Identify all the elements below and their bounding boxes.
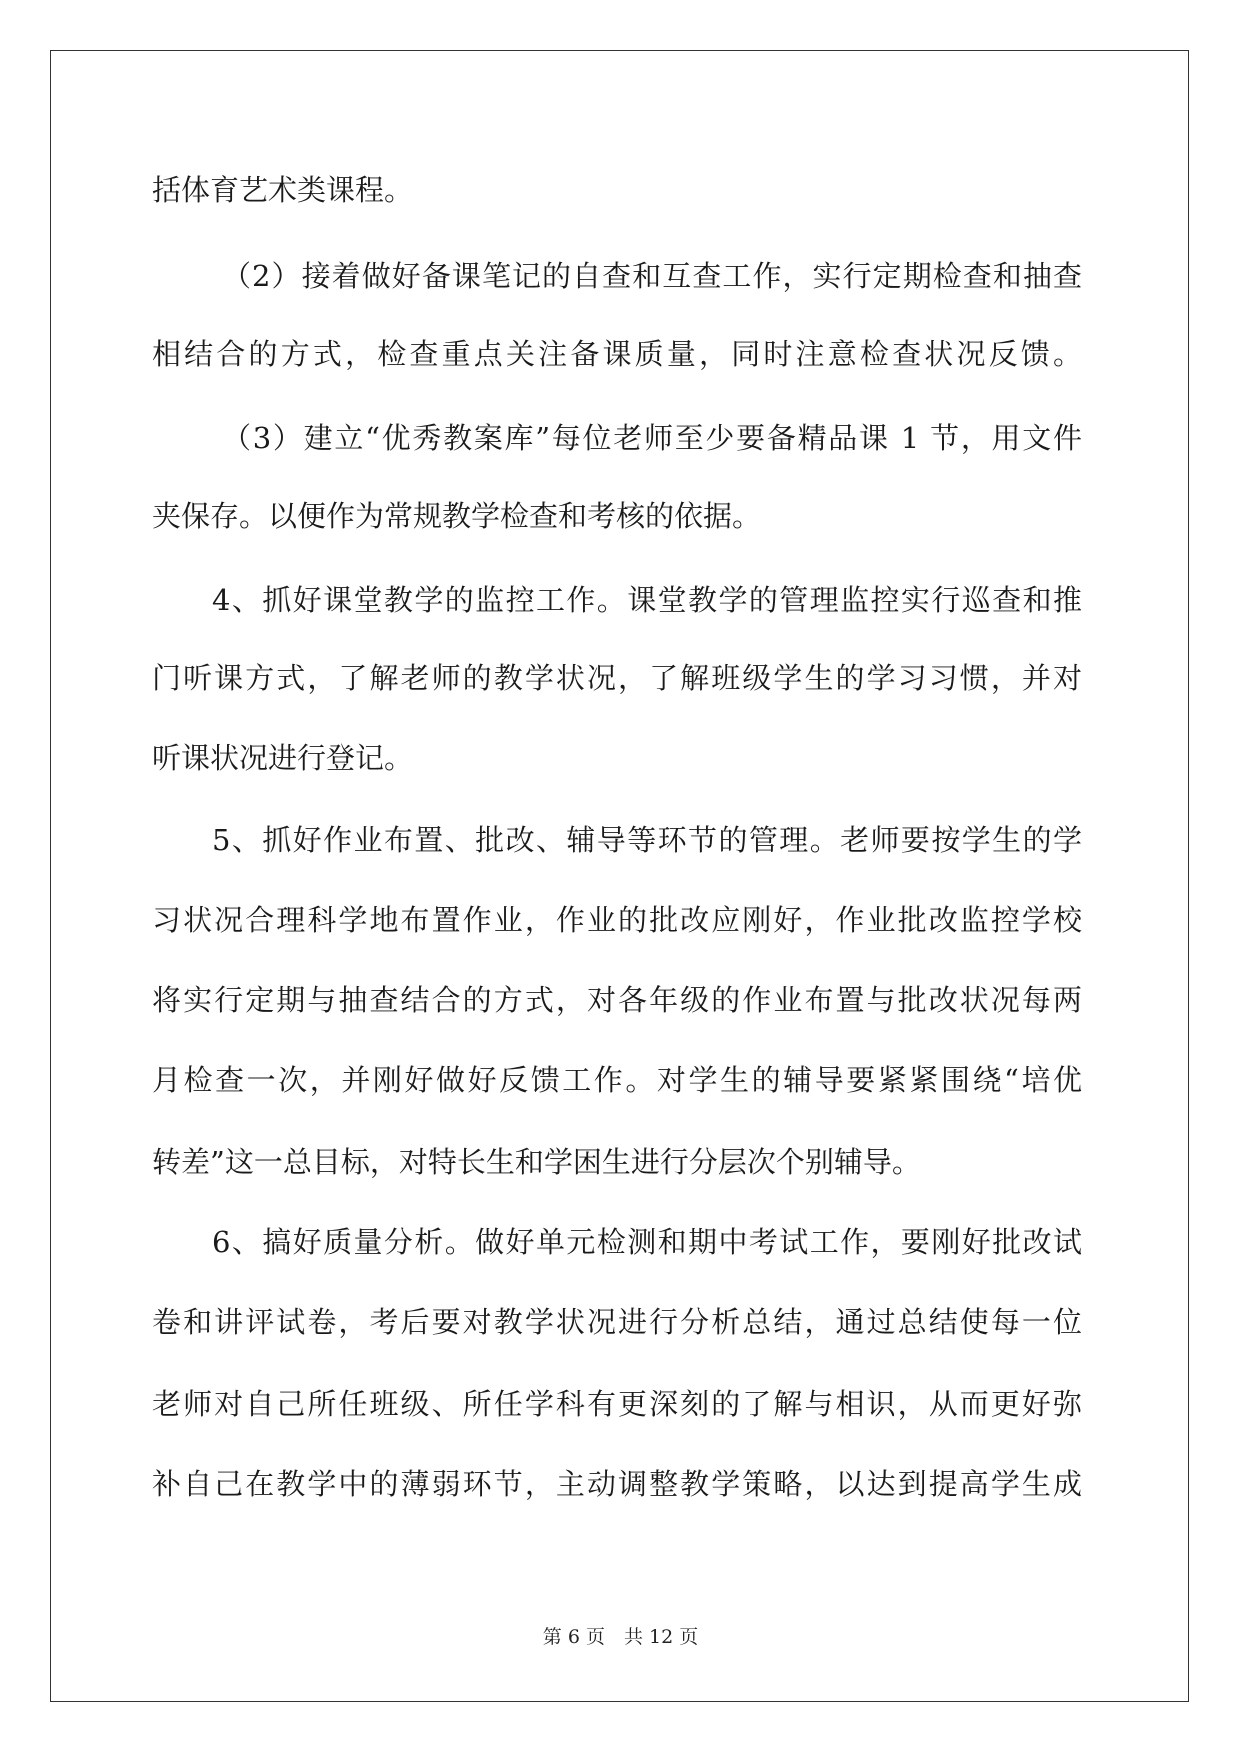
- text-line: （3）建立“优秀教案库”每位老师至少要备精品课 1 节，用文件: [222, 421, 1082, 455]
- text-line: 补自己在教学中的薄弱环节，主动调整教学策略，以达到提高学生成: [152, 1467, 1082, 1501]
- text-line: （2）接着做好备课笔记的自查和互查工作，实行定期检查和抽查: [222, 259, 1082, 293]
- text-line: 听课状况进行登记。: [152, 741, 414, 775]
- text-line: 相结合的方式，检查重点关注备课质量，同时注意检查状况反馈。: [152, 337, 1082, 371]
- text-line: 将实行定期与抽查结合的方式，对各年级的作业布置与批改状况每两: [152, 983, 1082, 1017]
- text-line: 卷和讲评试卷，考后要对教学状况进行分析总结，通过总结使每一位: [152, 1305, 1082, 1339]
- page-number: 第 6 页 共 12 页: [542, 1626, 699, 1648]
- text-line: 转差”这一总目标，对特长生和学困生进行分层次个别辅导。: [152, 1145, 921, 1179]
- text-line: 习状况合理科学地布置作业，作业的批改应刚好，作业批改监控学校: [152, 903, 1082, 937]
- text-line: 门听课方式，了解老师的教学状况，了解班级学生的学习习惯，并对: [152, 661, 1082, 695]
- text-line: 月检查一次，并刚好做好反馈工作。对学生的辅导要紧紧围绕“培优: [152, 1063, 1082, 1097]
- text-line: 老师对自己所任班级、所任学科有更深刻的了解与相识，从而更好弥: [152, 1387, 1082, 1421]
- text-line: 括体育艺术类课程。: [152, 173, 414, 207]
- text-line: 6、搞好质量分析。做好单元检测和期中考试工作，要刚好批改试: [212, 1225, 1082, 1259]
- text-line: 夹保存。以便作为常规教学检查和考核的依据。: [152, 499, 762, 533]
- text-line: 5、抓好作业布置、批改、辅导等环节的管理。老师要按学生的学: [212, 823, 1082, 857]
- text-line: 4、抓好课堂教学的监控工作。课堂教学的管理监控实行巡查和推: [212, 583, 1082, 617]
- page-border: [50, 50, 1189, 1702]
